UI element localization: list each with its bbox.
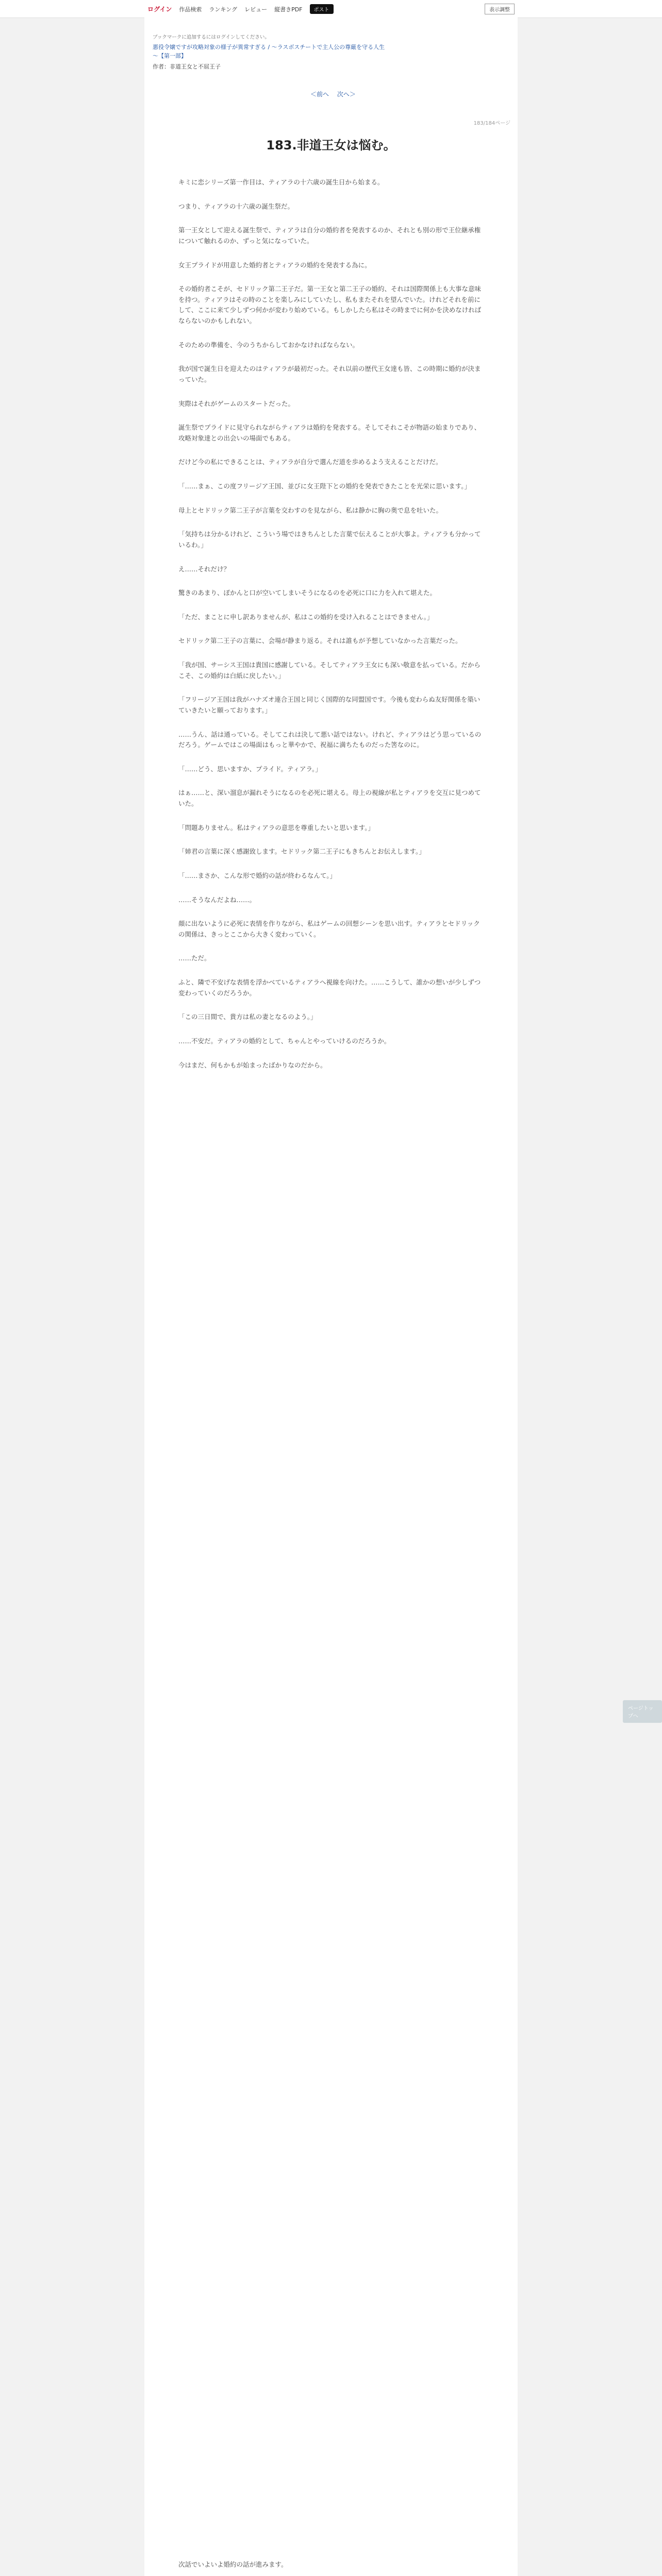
author-label: 作者： [153,63,170,70]
body-paragraph: ……うん、話は通っている。そしてこれは決して悪い話ではない。けれど、ティアラはどう思っているのだろう。ゲームではこの場面はもっと華やかで、祝福に満ちたものだった筈なのに。 [178,730,482,749]
body-paragraph: 第一王女として迎える誕生祭で、ティアラは自分の婚約者を発表するのか、それとも別の形で王位継承権について触れるのか、ずっと気になっていた。 [178,226,481,245]
next-link[interactable]: 次へ＞ [337,91,356,98]
body-paragraph: 「この三日間で、貴方は私の妻となるのよう。」 [178,1013,317,1021]
nav-ranking[interactable]: ランキング [209,6,238,13]
top-navigation-bar [0,0,662,18]
body-paragraph: だけど今の私にできることは、ティアラが自分で選んだ道を歩めるよう支えることだけだ。 [178,458,442,466]
body-paragraph: 「問題ありません。私はティアラの意思を尊重したいと思います。」 [178,823,375,832]
body-paragraph: 顔に出ないように必死に表情を作りながら、私はゲームの回想シーンを思い出す。ティアラとセドリックの関係は、きっとここから大きく変わっていく。 [178,920,480,938]
body-paragraph: ……そうなんだよね……。 [178,895,256,904]
nav-search[interactable]: 作品検索 [179,6,202,13]
page-number: 183/184ページ [473,121,510,126]
top-nav [147,4,334,14]
page-top-button[interactable]: ページトップへ [623,1700,662,1723]
bookmark-note: ブックマークに追加するにはログインしてください。 [153,35,270,40]
body-paragraph: 「姉君の言葉に深く感謝致します。セドリック第二王子にもきちんとお伝えします。」 [178,848,425,856]
body-paragraph: はぁ……と、深い溜息が漏れそうになるのを必死に堪える。母上の視線が私とティアラを交互に見つめていた。 [178,789,481,807]
body-paragraph: 実際はそれがゲームのスタートだった。 [178,399,295,408]
body-paragraph: 「……まさか、こんな形で婚約の話が終わるなんて。」 [178,871,337,879]
body-paragraph: セドリック第二王子の言葉に、会場が静まり返る。それは誰もが予想していなかった言葉だった。 [178,637,462,645]
body-paragraph: え……それだけ？ [178,565,230,573]
nav-pdf[interactable]: 縦書きPDF [274,6,303,13]
body-paragraph: 「気持ちは分かるけれど、こういう場ではきちんとした言葉で伝えることが大事よ。ティアラも分かっているわ。」 [178,530,481,549]
body-paragraph: 誕生祭でプライドに見守られながらティアラは婚約を発表する。そしてそれこそが物語の始まりであり、攻略対象達との出会いの場面でもある。 [178,423,481,442]
body-paragraph: つまり、ティアラの十六歳の誕生祭だ。 [178,202,294,210]
prev-link[interactable]: ＜前へ [310,91,329,98]
body-paragraph: 「我が国、サーシス王国は貴国に感謝している。そしてティアラ王女にも深い敬意を払っている。だからこそ、この婚約は白紙に戻したい。」 [178,661,481,680]
chapter-title: 183.非道王女は悩む。 [266,138,396,152]
author-link[interactable]: 非道王女と不屈王子 [170,63,221,70]
novel-header [153,33,390,71]
body-paragraph: 今はまだ、何もかもが始まったばかりなのだから。 [178,1061,327,1069]
afterword: 次話でいよいよ婚約の話が進みます。 [178,2561,288,2568]
body-paragraph: その婚約者こそが、セドリック第二王子だ。第一王女と第二王子の婚約、それは国際関係上も大事な意味を持つ。ティアラはその時のことを楽しみにしていたし、私もまたそれを望んでいた。けれどそれを前にして、ここに来て少しずつ何かが変わり始めている。もしかしたら私はその時までに何かを決めなければならないのかもしれない。 [178,285,482,325]
body-paragraph: ……不安だ。ティアラの婚約として、ちゃんとやっていけるのだろうか。 [178,1037,391,1045]
body-paragraph: 母上とセドリック第二王子が言葉を交わすのを見ながら、私は静かに胸の奥で息を吐いた。 [178,506,443,514]
chapter-body [178,177,484,1084]
display-settings-button[interactable]: 表示調整 [485,4,515,14]
series-title-link[interactable]: 悪役令嬢ですが攻略対象の様子が異常すぎる / ～ラスボスチートで主人公の尊厳を守る人生～【第一部】 [153,44,385,59]
body-paragraph: ……ただ。 [178,954,211,962]
body-paragraph: 驚きのあまり、ぽかんと口が空いてしまいそうになるのを必死に口に力を入れて堪えた。 [178,589,437,597]
body-paragraph: 女王プライドが用意した婚約者とティアラの婚約を発表する為に。 [178,261,371,269]
author-line [153,62,390,71]
body-paragraph: ふと、隣で不安げな表情を浮かべているティアラへ視線を向けた。……こうして、誰かの想いが少しずつ変わっていくのだろうか。 [178,978,481,997]
body-paragraph: そのための準備を、今のうちからしておかなければならない。 [178,341,359,349]
login-link[interactable]: ログイン [147,6,172,13]
novel-main [144,18,518,2576]
body-paragraph: 「……どう、思いますか、プライド。ティアラ。」 [178,765,322,773]
body-paragraph: 「ただ、まことに申し訳ありませんが、私はこの婚約を受け入れることはできません。」 [178,613,434,621]
body-paragraph: 「フリージア王国は我がハナズオ連合王国と同じく国際的な同盟国です。今後も変わらぬ友好関係を築いていきたいと願っております。」 [178,696,481,714]
body-paragraph: 我が国で誕生日を迎えたのはティアラが最初だった。それ以前の歴代王女達も皆、この時期に婚約が決まっていた。 [178,365,481,383]
top-pager [307,90,359,98]
body-paragraph: キミに恋シリーズ第一作目は、ティアラの十六歳の誕生日から始まる。 [178,178,384,186]
nav-review[interactable]: レビュー [244,6,268,13]
x-post-button[interactable]: ポスト [310,4,334,14]
body-paragraph: 「……まぁ、この度フリージア王国、並びに女王陛下との婚約を発表できたことを光栄に思います。」 [178,482,471,490]
